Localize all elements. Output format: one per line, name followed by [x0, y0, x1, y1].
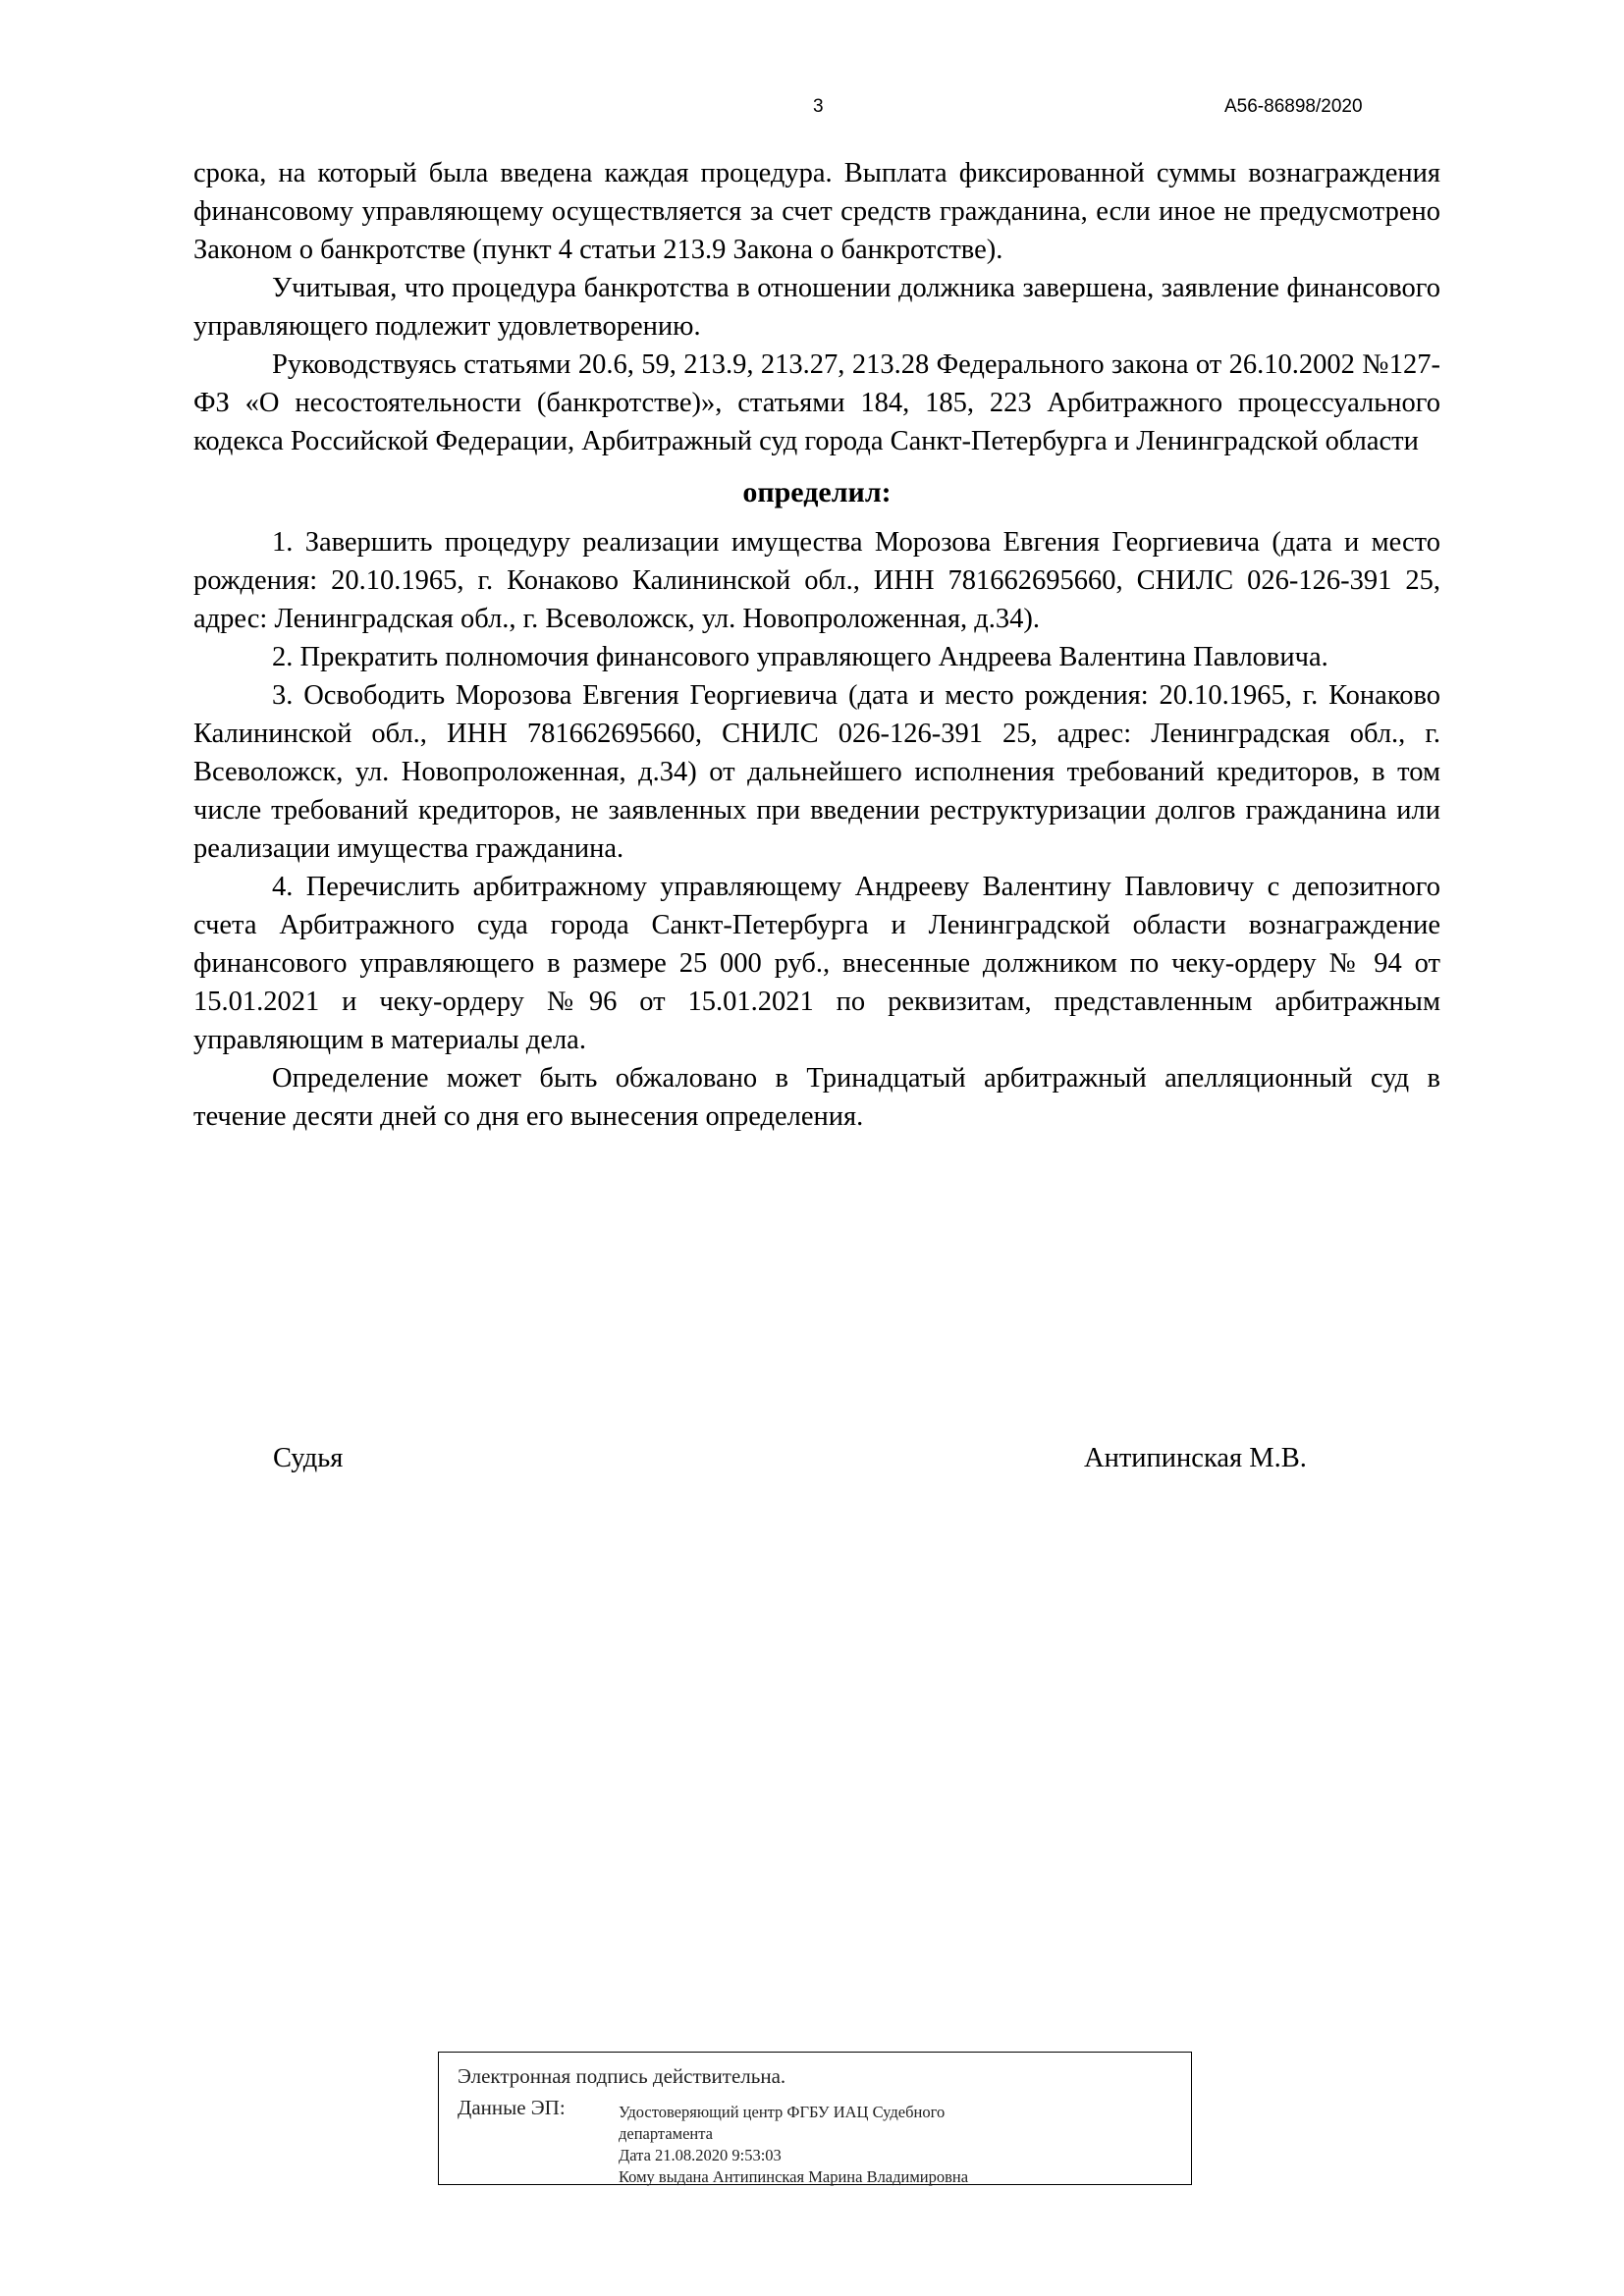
appeal-notice: Определение может быть обжаловано в Тринадцатый арбитражный апелляционный суд в течение десяти дней со дня его вынесения определения. [193, 1063, 1440, 1132]
e-signature-issuer-line1: Удостоверяющий центр ФГБУ ИАЦ Судебного [619, 2103, 946, 2121]
ruling-heading: определил: [742, 476, 892, 508]
e-signature-details [619, 2102, 968, 2188]
ruling-item-4: 4. Перечислить арбитражному управляющему Андрееву Валентину Павловичу с депозитного счета Арбитражного суда города Санкт-Петербурга и Ленинградской области вознаграждение финансового управляющего в размере 25 000 руб., внесенные должником по чеку-ордеру № 94 от 15.01.2021 и чеку-ордеру №96 от 15.01.2021 по реквизитам, представленным арбитражным управляющим в материалы дела. [193, 872, 1440, 1055]
e-signature-issuer-line2: департамента [619, 2124, 713, 2143]
e-signature-date: Дата 21.08.2020 9:53:03 [619, 2146, 782, 2164]
e-signature-issued-to: Кому выдана Антипинская Марина Владимировна [619, 2167, 969, 2186]
ruling-item-3: 3. Освободить Морозова Евгения Георгиевича (дата и место рождения: 20.10.1965, г. Конаково Калининской обл., ИНН 781662695660, СНИЛС 026-126-391 25, адрес: Ленинградская обл., г. Всеволожск, ул. Новопроложенная, д.34) от дальнейшего исполнения требований кредиторов, в том числе требований кредиторов, не заявленных при введении реструктуризации долгов гражданина или реализации имущества гражданина. [193, 680, 1440, 864]
e-signature-stamp [438, 2052, 1192, 2185]
ruling-item-2: 2. Прекратить полномочия финансового управляющего Андреева Валентина Павловича. [272, 642, 1328, 672]
e-signature-label: Данные ЭП: [458, 2096, 566, 2119]
paragraph-procedure-completed: Учитывая, что процедура банкротства в отношении должника завершена, заявление финансового управляющего подлежит удовлетворению. [193, 273, 1440, 342]
paragraph-continuation: срока, на который была введена каждая процедура. Выплата фиксированной суммы вознаграждения финансовому управляющему осуществляется за счет средств гражданина, если иное не предусмотрено Законом о банкротстве (пункт 4 статьи 213.9 Закона о банкротстве). [193, 158, 1440, 265]
e-signature-status: Электронная подпись действительна. [458, 2064, 786, 2088]
signature-role: Судья [273, 1443, 344, 1473]
signature-name: Антипинская М.В. [1084, 1443, 1307, 1473]
paragraph-legal-basis: Руководствуясь статьями 20.6, 59, 213.9, 213.27, 213.28 Федерального закона от 26.10.2002 №127-ФЗ «О несостоятельности (банкротстве)», статьями 184, 185, 223 Арбитражного процессуального кодекса Российской Федерации, Арбитражный суд города Санкт-Петербурга и Ленинградской области [193, 349, 1440, 456]
page-number: 3 [813, 96, 824, 117]
case-number: А56-86898/2020 [1224, 96, 1363, 117]
ruling-item-1: 1. Завершить процедуру реализации имущества Морозова Евгения Георгиевича (дата и место рождения: 20.10.1965, г. Конаково Калининской обл., ИНН 781662695660, СНИЛС 026-126-391 25, адрес: Ленинградская обл., г. Всеволожск, ул. Новопроложенная, д.34). [193, 527, 1440, 634]
document-body [193, 154, 1440, 1136]
